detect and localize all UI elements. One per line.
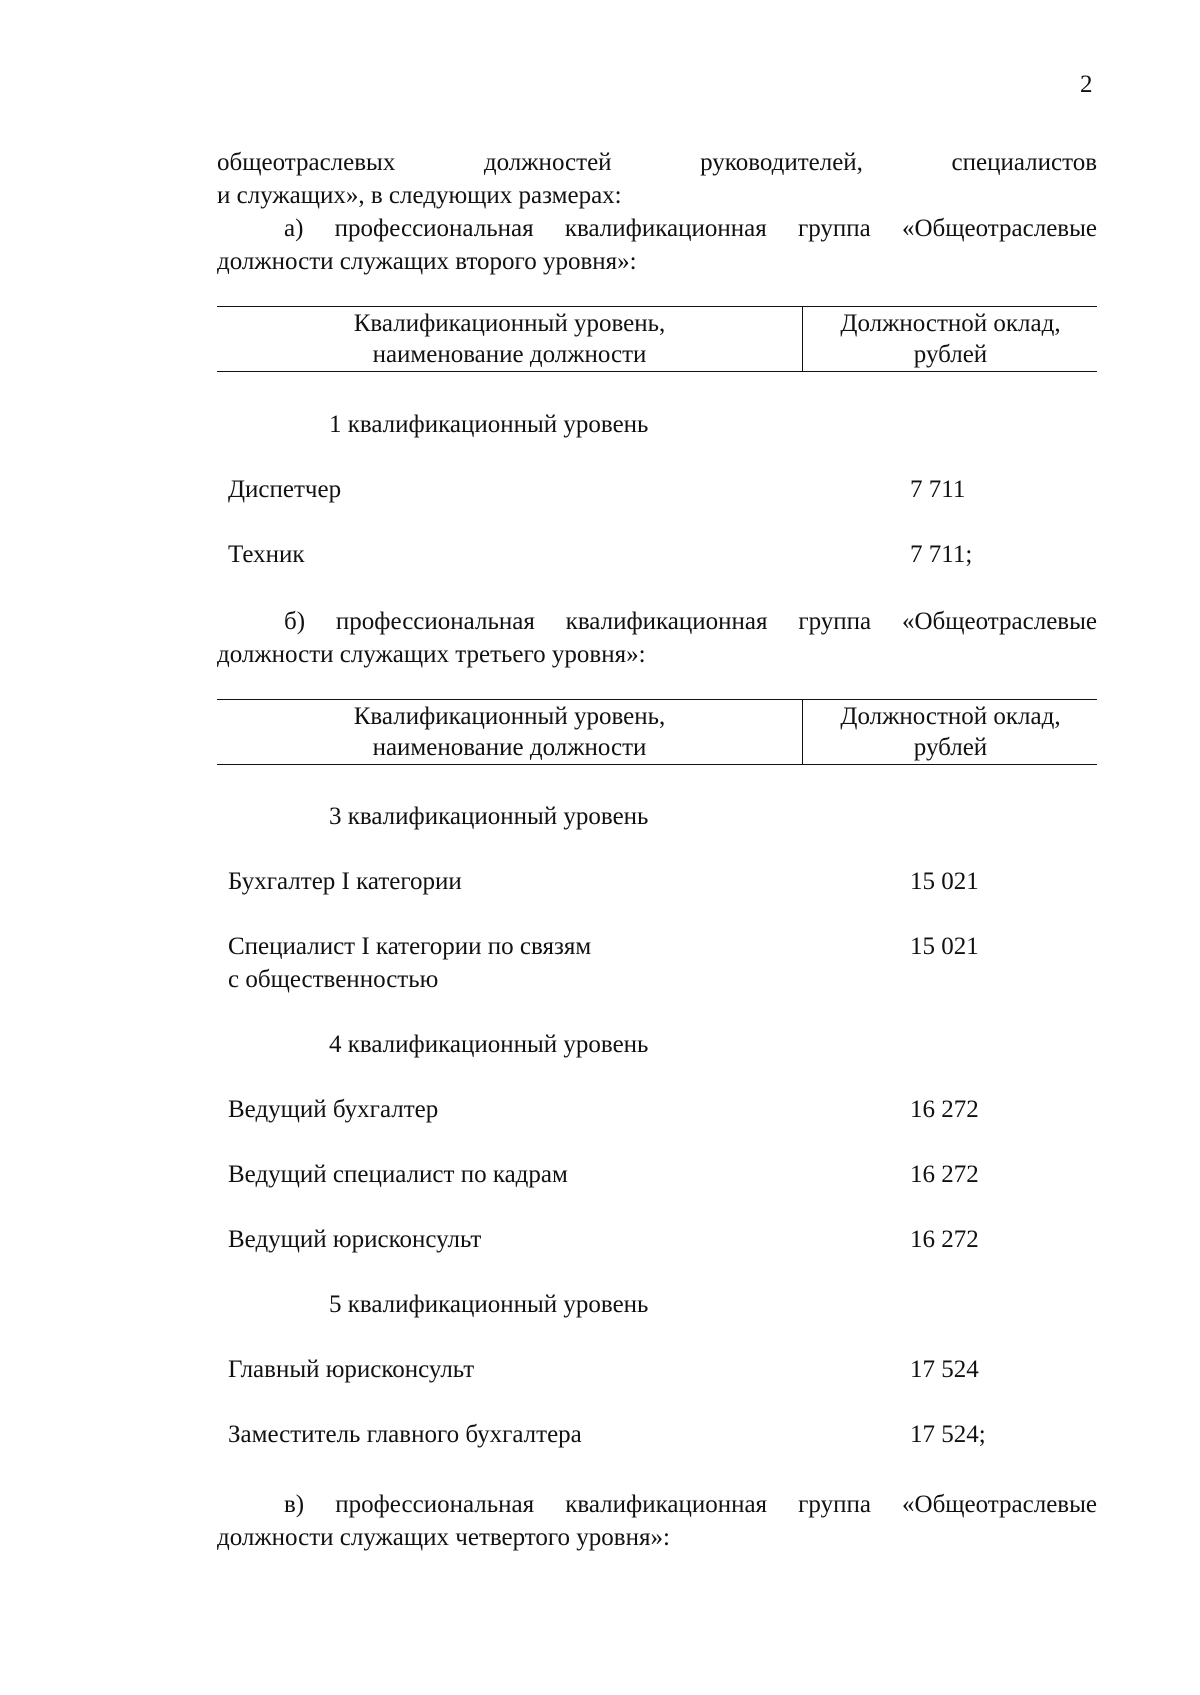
- group-a-line-1: а) профессиональная квалификационная группа «Общеотраслевые: [284, 215, 1097, 242]
- table-row-value: 16 272: [910, 1096, 979, 1123]
- header-position-line-1: Квалификационный уровень,: [353, 703, 666, 730]
- table-a-level-1-title: 1 квалификационный уровень: [329, 411, 649, 438]
- intro-line-1: [217, 146, 1097, 179]
- table-row-value: 17 524: [910, 1356, 979, 1383]
- header-position-line-1: Квалификационный уровень,: [353, 310, 666, 337]
- table-row-name: Заместитель главного бухгалтера: [228, 1421, 582, 1448]
- intro-word-2: должностей: [483, 149, 612, 176]
- group-b-paragraph: [217, 605, 1097, 671]
- header-salary-line-1: Должностной оклад,: [840, 703, 1061, 730]
- table-row-name: Бухгалтер I категории: [228, 868, 462, 895]
- intro-line-2: и служащих», в следующих размерах:: [217, 182, 622, 209]
- header-salary-line-2: рублей: [913, 734, 988, 761]
- intro-word-1: общеотраслевых: [217, 149, 396, 176]
- table-row-name: Ведущий специалист по кадрам: [228, 1161, 568, 1188]
- table-row-value: 16 272: [910, 1226, 979, 1253]
- table-row-value: 17 524;: [910, 1421, 986, 1448]
- table-row-name: Диспетчер: [228, 476, 342, 503]
- group-c-line-1: в) профессиональная квалификационная группа «Общеотраслевые: [284, 1491, 1097, 1518]
- table-row-value: 7 711: [910, 476, 966, 503]
- table-b-header-salary: [804, 700, 1097, 765]
- table-b-header-position: [217, 700, 803, 765]
- table-row-value: 7 711;: [910, 541, 973, 568]
- table-row-name: Специалист I категории по связям: [228, 933, 592, 960]
- group-a-line-2: должности служащих второго уровня»:: [217, 248, 637, 275]
- table-b-level-5-title: 5 квалификационный уровень: [329, 1291, 649, 1318]
- table-row-name: Ведущий бухгалтер: [228, 1096, 439, 1123]
- table-b-level-4-title: 4 квалификационный уровень: [329, 1031, 649, 1058]
- table-row-value: 15 021: [910, 868, 979, 895]
- table-row-name-continued: с общественностью: [228, 966, 439, 993]
- intro-word-3: руководителей,: [700, 149, 863, 176]
- header-position-line-2: наименование должности: [372, 734, 647, 761]
- header-salary-line-1: Должностной оклад,: [840, 310, 1061, 337]
- group-c-line-2: должности служащих четвертого уровня»:: [217, 1524, 670, 1551]
- header-salary-line-2: рублей: [913, 341, 988, 368]
- group-b-line-2: должности служащих третьего уровня»:: [217, 641, 646, 668]
- intro-word-4: специалистов: [951, 149, 1097, 176]
- table-row-name: Главный юрисконсульт: [228, 1356, 475, 1383]
- table-row-name: Техник: [228, 541, 305, 568]
- table-b-header: [217, 699, 1097, 765]
- table-a-header: [217, 306, 1097, 372]
- group-a-paragraph: [217, 212, 1097, 278]
- table-a-header-salary: [804, 307, 1097, 372]
- group-c-paragraph: [217, 1488, 1097, 1554]
- table-row-value: 16 272: [910, 1161, 979, 1188]
- table-row-value: 15 021: [910, 933, 979, 960]
- table-a-header-position: [217, 307, 803, 372]
- page-number: 2: [1080, 71, 1093, 98]
- table-row-name: Ведущий юрисконсульт: [228, 1226, 482, 1253]
- table-b-level-3-title: 3 квалификационный уровень: [329, 803, 649, 830]
- header-position-line-2: наименование должности: [372, 341, 647, 368]
- group-b-line-1: б) профессиональная квалификационная группа «Общеотраслевые: [284, 608, 1097, 635]
